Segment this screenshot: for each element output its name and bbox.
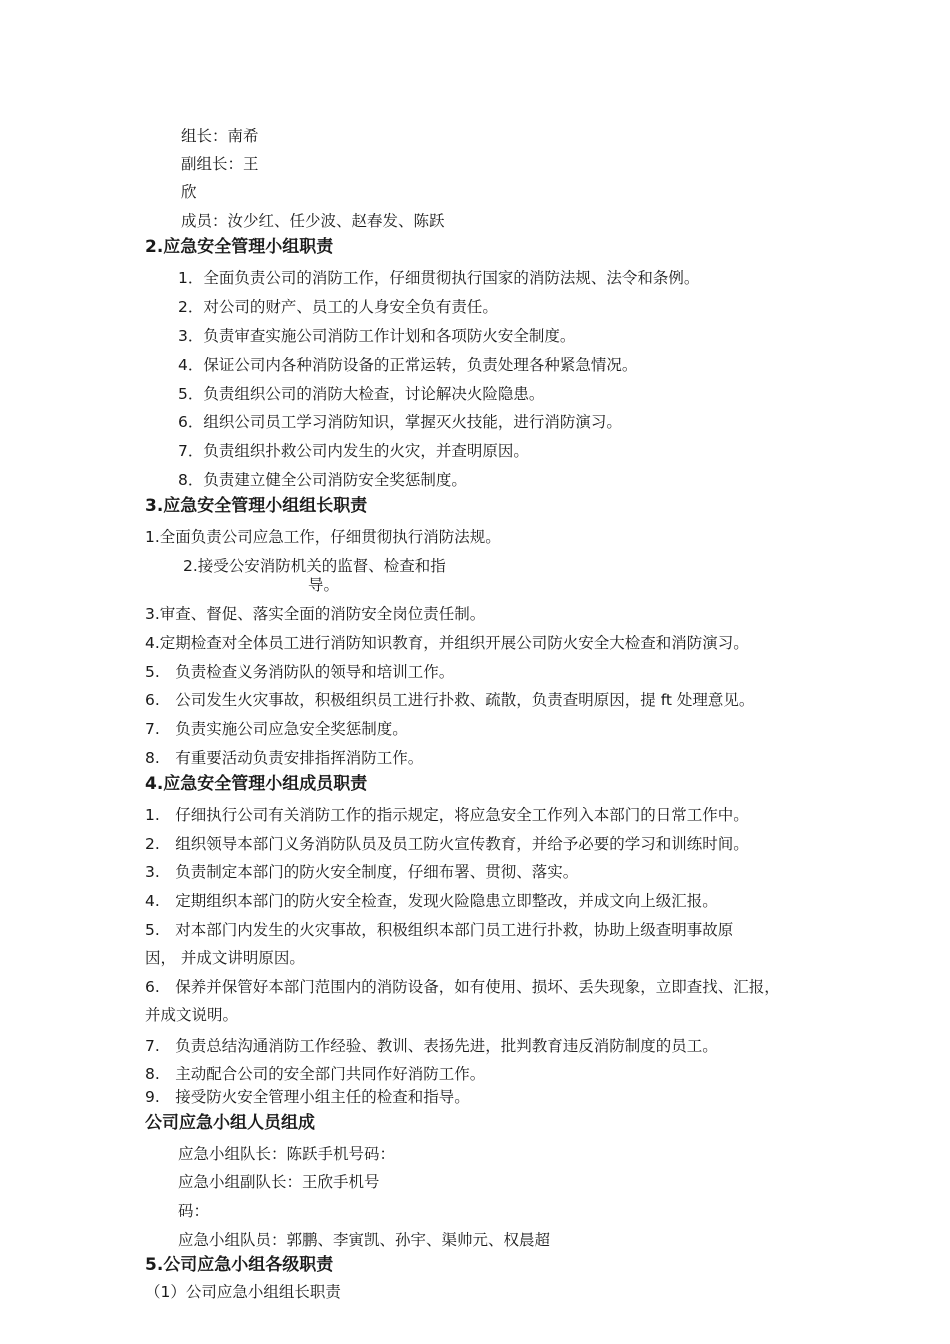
s4-item-7: 7. 负责总结沟通消防工作经验、教训、表扬先进，批判教育违反消防制度的员工。	[145, 1037, 718, 1055]
team-members: 应急小组队员：郭鹏、李寅凯、孙宇、渠帅元、权晨超	[178, 1231, 551, 1249]
team-captain: 应急小组队长：陈跃手机号码：	[178, 1145, 396, 1163]
s2-item-4: 4．保证公司内各种消防设备的正常运转，负责处理各种紧急情况。	[178, 356, 638, 374]
s3-item-8: 8. 有重要活动负责安排指挥消防工作。	[145, 749, 424, 767]
s3-item-5: 5. 负责检查义务消防队的领导和培训工作。	[145, 663, 455, 681]
group-leader: 组长：南希	[181, 127, 259, 145]
team-heading: 公司应急小组人员组成	[145, 1113, 315, 1133]
s4-item-3: 3. 负责制定本部门的防火安全制度，仔细布署、贯彻、落实。	[145, 863, 579, 881]
s2-item-2: 2．对公司的财产、员工的人身安全负有责任。	[178, 298, 498, 316]
s4-item-4: 4. 定期组织本部门的防火安全检查，发现火险隐患立即整改，并成文向上级汇报。	[145, 892, 718, 910]
s3-item-6: 6. 公司发生火灾事故，积极组织员工进行扑救、疏散，负责查明原因，提 ft 处理意见。	[145, 691, 755, 709]
s4-item-6-cont: 并成文说明。	[145, 1006, 239, 1024]
s2-item-3: 3．负责审查实施公司消防工作计划和各项防火安全制度。	[178, 327, 576, 345]
s4-item-6: 6. 保养并保管好本部门范围内的消防设备，如有使用、损坏、丢失现象，立即查找、汇报，	[145, 978, 780, 996]
s2-item-7: 7．负责组织扑救公司内发生的火灾，并查明原因。	[178, 442, 529, 460]
s3-item-2-cont: 导。	[308, 576, 340, 594]
s4-item-9: 9. 接受防火安全管理小组主任的检查和指导。	[145, 1088, 470, 1106]
s4-item-8: 8. 主动配合公司的安全部门共同作好消防工作。	[145, 1065, 486, 1083]
section-5-sub-1: （1）公司应急小组组长职责	[145, 1283, 341, 1301]
s2-item-5: 5．负责组织公司的消防大检查，讨论解决火险隐患。	[178, 385, 545, 403]
s3-item-4: 4.定期检查对全体员工进行消防知识教育，并组织开展公司防火安全大检查和消防演习。	[145, 634, 749, 652]
s3-item-7: 7. 负责实施公司应急安全奖惩制度。	[145, 720, 408, 738]
section-4-heading: 4.应急安全管理小组成员职责	[145, 774, 368, 794]
section-3-heading: 3.应急安全管理小组组长职责	[145, 496, 368, 516]
s4-item-2: 2. 组织领导本部门义务消防队员及员工防火宣传教育，并给予必要的学习和训练时间。	[145, 835, 749, 853]
group-members: 成员：汝少红、任少波、赵春发、陈跃	[181, 212, 445, 230]
section-5-heading: 5.公司应急小组各级职责	[145, 1255, 334, 1275]
s4-item-5-cont: 因， 并成文讲明原因。	[145, 949, 305, 967]
group-deputy: 副组长：王	[181, 155, 259, 173]
s3-item-3: 3.审查、督促、落实全面的消防安全岗位责任制。	[145, 605, 486, 623]
s2-item-1: 1．全面负责公司的消防工作，仔细贯彻执行国家的消防法规、法令和条例。	[178, 269, 700, 287]
s2-item-6: 6．组织公司员工学习消防知识，掌握灭火技能，进行消防演习。	[178, 413, 622, 431]
team-vice-captain: 应急小组副队长：王欣手机号	[178, 1173, 380, 1191]
s2-item-8: 8．负责建立健全公司消防安全奖惩制度。	[178, 471, 467, 489]
section-2-heading: 2.应急安全管理小组职责	[145, 237, 334, 257]
group-deputy-cont: 欣	[181, 183, 197, 201]
s3-item-2: 2.接受公安消防机关的监督、检查和指	[183, 557, 446, 575]
s3-item-1: 1.全面负责公司应急工作，仔细贯彻执行消防法规。	[145, 528, 501, 546]
team-vice-captain-cont: 码：	[178, 1202, 210, 1220]
s4-item-5: 5. 对本部门内发生的火灾事故，积极组织本部门员工进行扑救，协助上级查明事故原	[145, 921, 734, 939]
s4-item-1: 1. 仔细执行公司有关消防工作的指示规定，将应急安全工作列入本部门的日常工作中。	[145, 806, 749, 824]
